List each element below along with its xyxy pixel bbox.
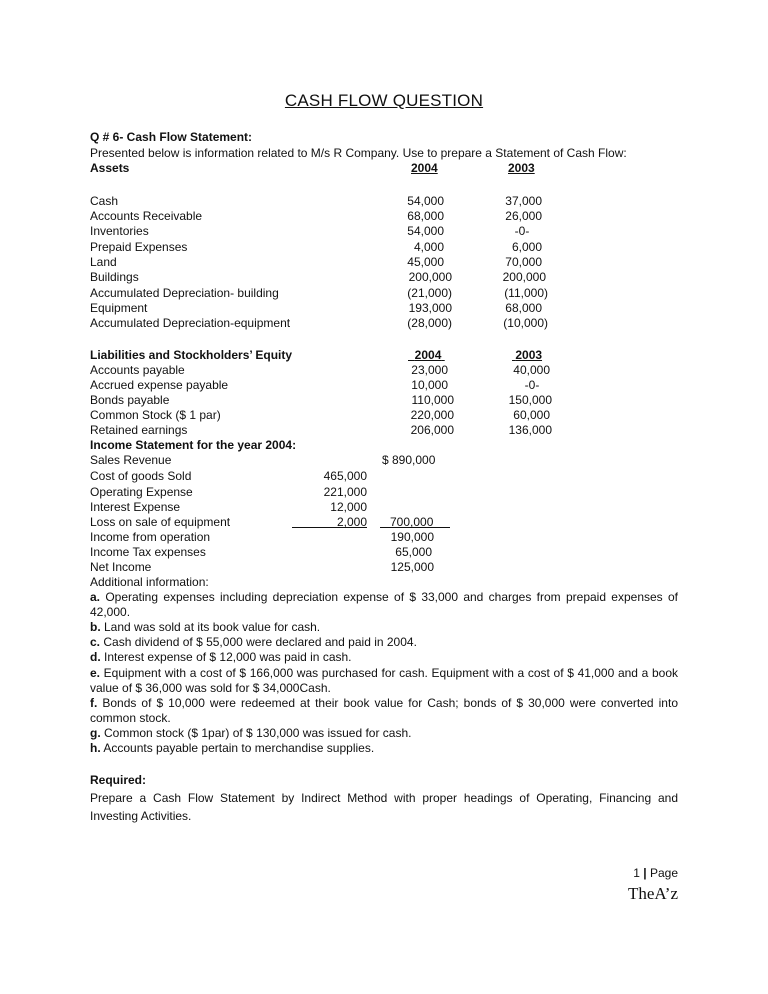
result-value: 65,000 [395,545,432,559]
item-text: Common stock ($ 1par) of $ 130,000 was issued for cash. [100,726,412,740]
assets-col-2003: 2003 [508,161,535,175]
row-label: Bonds payable [90,393,170,407]
value-2004: 4,000 [413,240,444,254]
result-label: Net Income [90,560,152,574]
list-item [90,696,678,726]
col-year: 2003 [515,348,543,362]
value-2004: 200,000 [408,270,452,284]
row-label: Accumulated Depreciation-equipment [90,316,291,330]
sales-value: $ 890,000 [382,453,436,467]
value-2003: 6,000 [511,240,542,254]
total-expenses-value: 700,000 [390,515,434,529]
item-text: Land was sold at its book value for cash. [100,620,321,634]
value-2004: 45,000 [407,255,444,269]
expense-label: Operating Expense [90,485,193,499]
result-label: Income from operation [90,530,211,544]
liabilities-col-2004 [408,348,445,363]
item-letter: h. [90,741,101,755]
question-heading: Q # 6- Cash Flow Statement: [90,130,253,144]
liabilities-header: Liabilities and Stockholders’ Equity [90,348,293,362]
value-2004: 193,000 [408,301,452,315]
row-label: Inventories [90,224,149,238]
value-2003: 150,000 [508,393,552,407]
row-label: Accounts Receivable [90,209,203,223]
intro-text: Presented below is information related to M/s R Company. Use to prepare a Statement of Cash Flow: [90,146,627,160]
value-2003: 26,000 [505,209,542,223]
item-letter: f. [90,696,98,710]
result-value: 190,000 [390,530,434,544]
additional-heading: Additional information: [90,575,209,589]
row-label: Cash [90,194,119,208]
list-item [90,741,678,756]
item-letter: c. [90,635,101,649]
value-2003: (10,000) [503,316,548,330]
item-text: Equipment with a cost of $ 166,000 was purchased for cash. Equipment with a cost of $ 41,000 and a book value of $ 36,000 was sold for $ 34,000Cash. [90,666,678,695]
item-text: Cash dividend of $ 55,000 were declared and paid in 2004. [100,635,417,649]
list-item [90,650,678,665]
item-letter: d. [90,650,101,664]
value-2004: 54,000 [407,224,444,238]
expense-label: Interest Expense [90,500,181,514]
item-letter: e. [90,666,101,680]
item-text: Accounts payable pertain to merchandise supplies. [100,741,375,755]
item-text: Bonds of $ 10,000 were redeemed at their book value for Cash; bonds of $ 30,000 were converted into common stock. [90,696,678,725]
row-label: Common Stock ($ 1 par) [90,408,221,422]
item-letter: g. [90,726,101,740]
list-item [90,666,678,696]
page-number [633,866,678,880]
required-text: Prepare a Cash Flow Statement by Indirect Method with proper headings of Operating, Financing and Investing Activities. [90,791,678,823]
value-2003: 200,000 [502,270,546,284]
value-2004: (21,000) [407,286,452,300]
row-label: Accrued expense payable [90,378,229,392]
row-label: Buildings [90,270,139,284]
expense-label: Cost of goods Sold [90,469,192,483]
result-value: 125,000 [390,560,434,574]
value-2004: 110,000 [411,393,454,407]
liabilities-col-2003 [512,348,542,363]
value-2004: 54,000 [407,194,444,208]
value-2003: 40,000 [513,363,550,377]
value-2003: 60,000 [513,408,550,422]
item-text: Operating expenses including depreciation expense of $ 33,000 and charges from prepaid expenses of 42,000. [90,590,678,619]
row-label: Prepaid Expenses [90,240,188,254]
value-2004: 23,000 [411,363,448,377]
assets-header: Assets [90,161,130,175]
item-letter: a. [90,590,101,604]
value-2003: (11,000) [504,286,548,300]
item-text: Interest expense of $ 12,000 was paid in cash. [100,650,352,664]
list-item [90,590,678,620]
value-2003: 136,000 [508,423,552,437]
page-separator: | [643,866,647,880]
list-item [90,635,678,650]
sales-label: Sales Revenue [90,453,172,467]
value-2003: -0- [514,224,530,238]
brand-mark: TheA’z [627,884,678,903]
row-label: Retained earnings [90,423,188,437]
expense-value: 12,000 [330,500,367,514]
row-label: Land [90,255,117,269]
result-label: Income Tax expenses [90,545,206,559]
value-2004: 68,000 [407,209,444,223]
page-word: Page [649,866,678,880]
row-label: Accumulated Depreciation- building [90,286,279,300]
value-2003: 70,000 [505,255,542,269]
value-2004: 10,000 [411,378,448,392]
total-underline [380,527,450,528]
list-item [90,620,678,635]
col-year: 2004 [414,348,442,362]
income-header: Income Statement for the year 2004: [90,438,297,452]
value-2003: -0- [524,378,540,392]
expense-value: 2,000 [336,515,367,529]
expense-value: 221,000 [323,485,367,499]
required-heading: Required: [90,773,147,787]
value-2003: 68,000 [505,301,542,315]
page-title: CASH FLOW QUESTION [284,91,484,110]
row-label: Accounts payable [90,363,185,377]
expense-label: Loss on sale of equipment [90,515,231,529]
assets-col-2004: 2004 [411,161,438,175]
page-num-value: 1 [633,866,640,880]
value-2004: 220,000 [410,408,454,422]
value-2004: 206,000 [410,423,454,437]
row-label: Equipment [90,301,148,315]
item-letter: b. [90,620,101,634]
expense-value: 465,000 [323,469,367,483]
expense-underline [292,527,367,528]
list-item [90,726,678,741]
value-2003: 37,000 [505,194,542,208]
value-2004: (28,000) [407,316,452,330]
